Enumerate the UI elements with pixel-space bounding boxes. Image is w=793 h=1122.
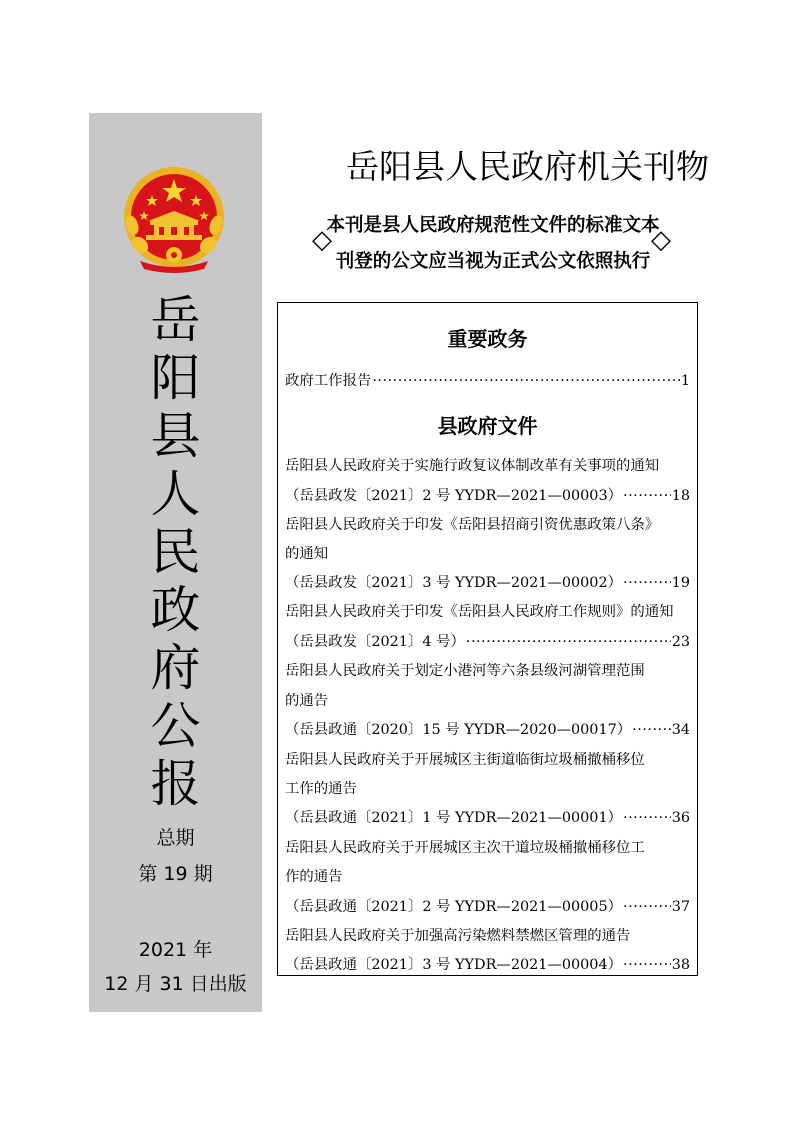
- document-number: （岳县政通〔2021〕1 号 YYDR—2021—00001）: [285, 810, 622, 826]
- series-label: 总期: [156, 827, 195, 849]
- document-number: （岳县政发〔2021〕2 号 YYDR—2021—00003）: [285, 488, 622, 504]
- toc-page-number: 38: [671, 957, 690, 973]
- title-char: 民: [150, 523, 201, 581]
- national-emblem-icon: [120, 165, 228, 273]
- toc-page-number: 19: [671, 575, 690, 591]
- document-number: （岳县政通〔2021〕3 号 YYDR—2021—00004）: [285, 957, 622, 973]
- toc-entry-title[interactable]: 岳阳县人民政府关于开展城区主次干道垃圾桶撤桶移位工: [285, 840, 645, 856]
- gazette-vertical-title: [89, 291, 262, 813]
- title-char: 报: [150, 755, 201, 813]
- document-number: （岳县政通〔2020〕15 号 YYDR—2020—00017）: [285, 722, 632, 738]
- toc-entry-title-cont[interactable]: 的通告: [285, 693, 329, 709]
- toc-entry-docno[interactable]: [285, 486, 690, 506]
- toc-entry[interactable]: [285, 371, 690, 391]
- leader-dots: [623, 573, 671, 593]
- toc-page-number: 37: [671, 899, 690, 915]
- toc-page-number: 18: [671, 488, 690, 504]
- section-heading-important-affairs: 重要政务: [447, 327, 528, 351]
- title-char: 人: [150, 465, 201, 523]
- section-heading-county-documents: 县政府文件: [437, 414, 538, 438]
- toc-entry-title-cont[interactable]: 作的通告: [285, 869, 343, 885]
- toc-entry-docno[interactable]: [285, 897, 690, 917]
- issue-label: 第 19 期: [138, 863, 213, 885]
- leader-dots: [623, 955, 671, 975]
- cover-sidebar: [89, 113, 262, 1012]
- subtitle-line-1: 本刊是县人民政府规范性文件的标准文本: [326, 215, 660, 236]
- title-char: 县: [150, 407, 201, 465]
- page-title: 岳阳县人民政府机关刊物: [346, 147, 709, 186]
- leader-dots: [632, 720, 671, 740]
- toc-entry-docno[interactable]: [285, 632, 690, 652]
- toc-entry-title[interactable]: 岳阳县人民政府关于印发《岳阳县人民政府工作规则》的通知: [285, 604, 674, 620]
- document-number: （岳县政通〔2021〕2 号 YYDR—2021—00005）: [285, 899, 622, 915]
- toc-page-number: 34: [671, 722, 690, 738]
- toc-page-number: 36: [671, 810, 690, 826]
- table-of-contents: [277, 302, 698, 976]
- toc-entry-title[interactable]: 岳阳县人民政府关于实施行政复议体制改革有关事项的通知: [285, 458, 660, 474]
- toc-page-number: 1: [680, 373, 690, 389]
- toc-entry-title[interactable]: 岳阳县人民政府关于加强高污染燃料禁燃区管理的通告: [285, 928, 631, 944]
- toc-entry-title: 政府工作报告: [285, 373, 372, 389]
- leader-dots: [623, 897, 671, 917]
- diamond-right-icon: ◇: [651, 225, 671, 255]
- title-char: 岳: [150, 291, 201, 349]
- title-char: 政: [150, 581, 201, 639]
- toc-page-number: 23: [671, 634, 690, 650]
- toc-entry-docno[interactable]: [285, 808, 690, 828]
- toc-entry-title[interactable]: 岳阳县人民政府关于印发《岳阳县招商引资优惠政策八条》: [285, 517, 660, 533]
- document-number: （岳县政发〔2021〕4 号）: [285, 634, 465, 650]
- leader-dots: [623, 486, 671, 506]
- toc-entry-docno[interactable]: [285, 573, 690, 593]
- toc-entry-docno[interactable]: [285, 720, 690, 740]
- toc-entry-title[interactable]: 岳阳县人民政府关于开展城区主街道临街垃圾桶撤桶移位: [285, 752, 645, 768]
- title-char: 阳: [150, 349, 201, 407]
- leader-dots: [466, 632, 671, 652]
- publish-date-label: 12 月 31 日出版: [104, 973, 247, 995]
- toc-entry-title[interactable]: 岳阳县人民政府关于划定小港河等六条县级河湖管理范围: [285, 663, 645, 679]
- leader-dots: [623, 808, 671, 828]
- toc-entry-title-cont[interactable]: 工作的通告: [285, 781, 357, 797]
- subtitle-line-2: 刊登的公文应当视为正式公文依照执行: [335, 251, 651, 272]
- diamond-left-icon: ◇: [312, 225, 332, 255]
- title-char: 府: [150, 639, 201, 697]
- toc-entry-docno[interactable]: [285, 955, 690, 975]
- leader-dots: [372, 371, 679, 391]
- document-number: （岳县政发〔2021〕3 号 YYDR—2021—00002）: [285, 575, 622, 591]
- title-char: 公: [150, 697, 201, 755]
- year-label: 2021 年: [138, 939, 213, 961]
- toc-entry-title-cont[interactable]: 的通知: [285, 546, 329, 562]
